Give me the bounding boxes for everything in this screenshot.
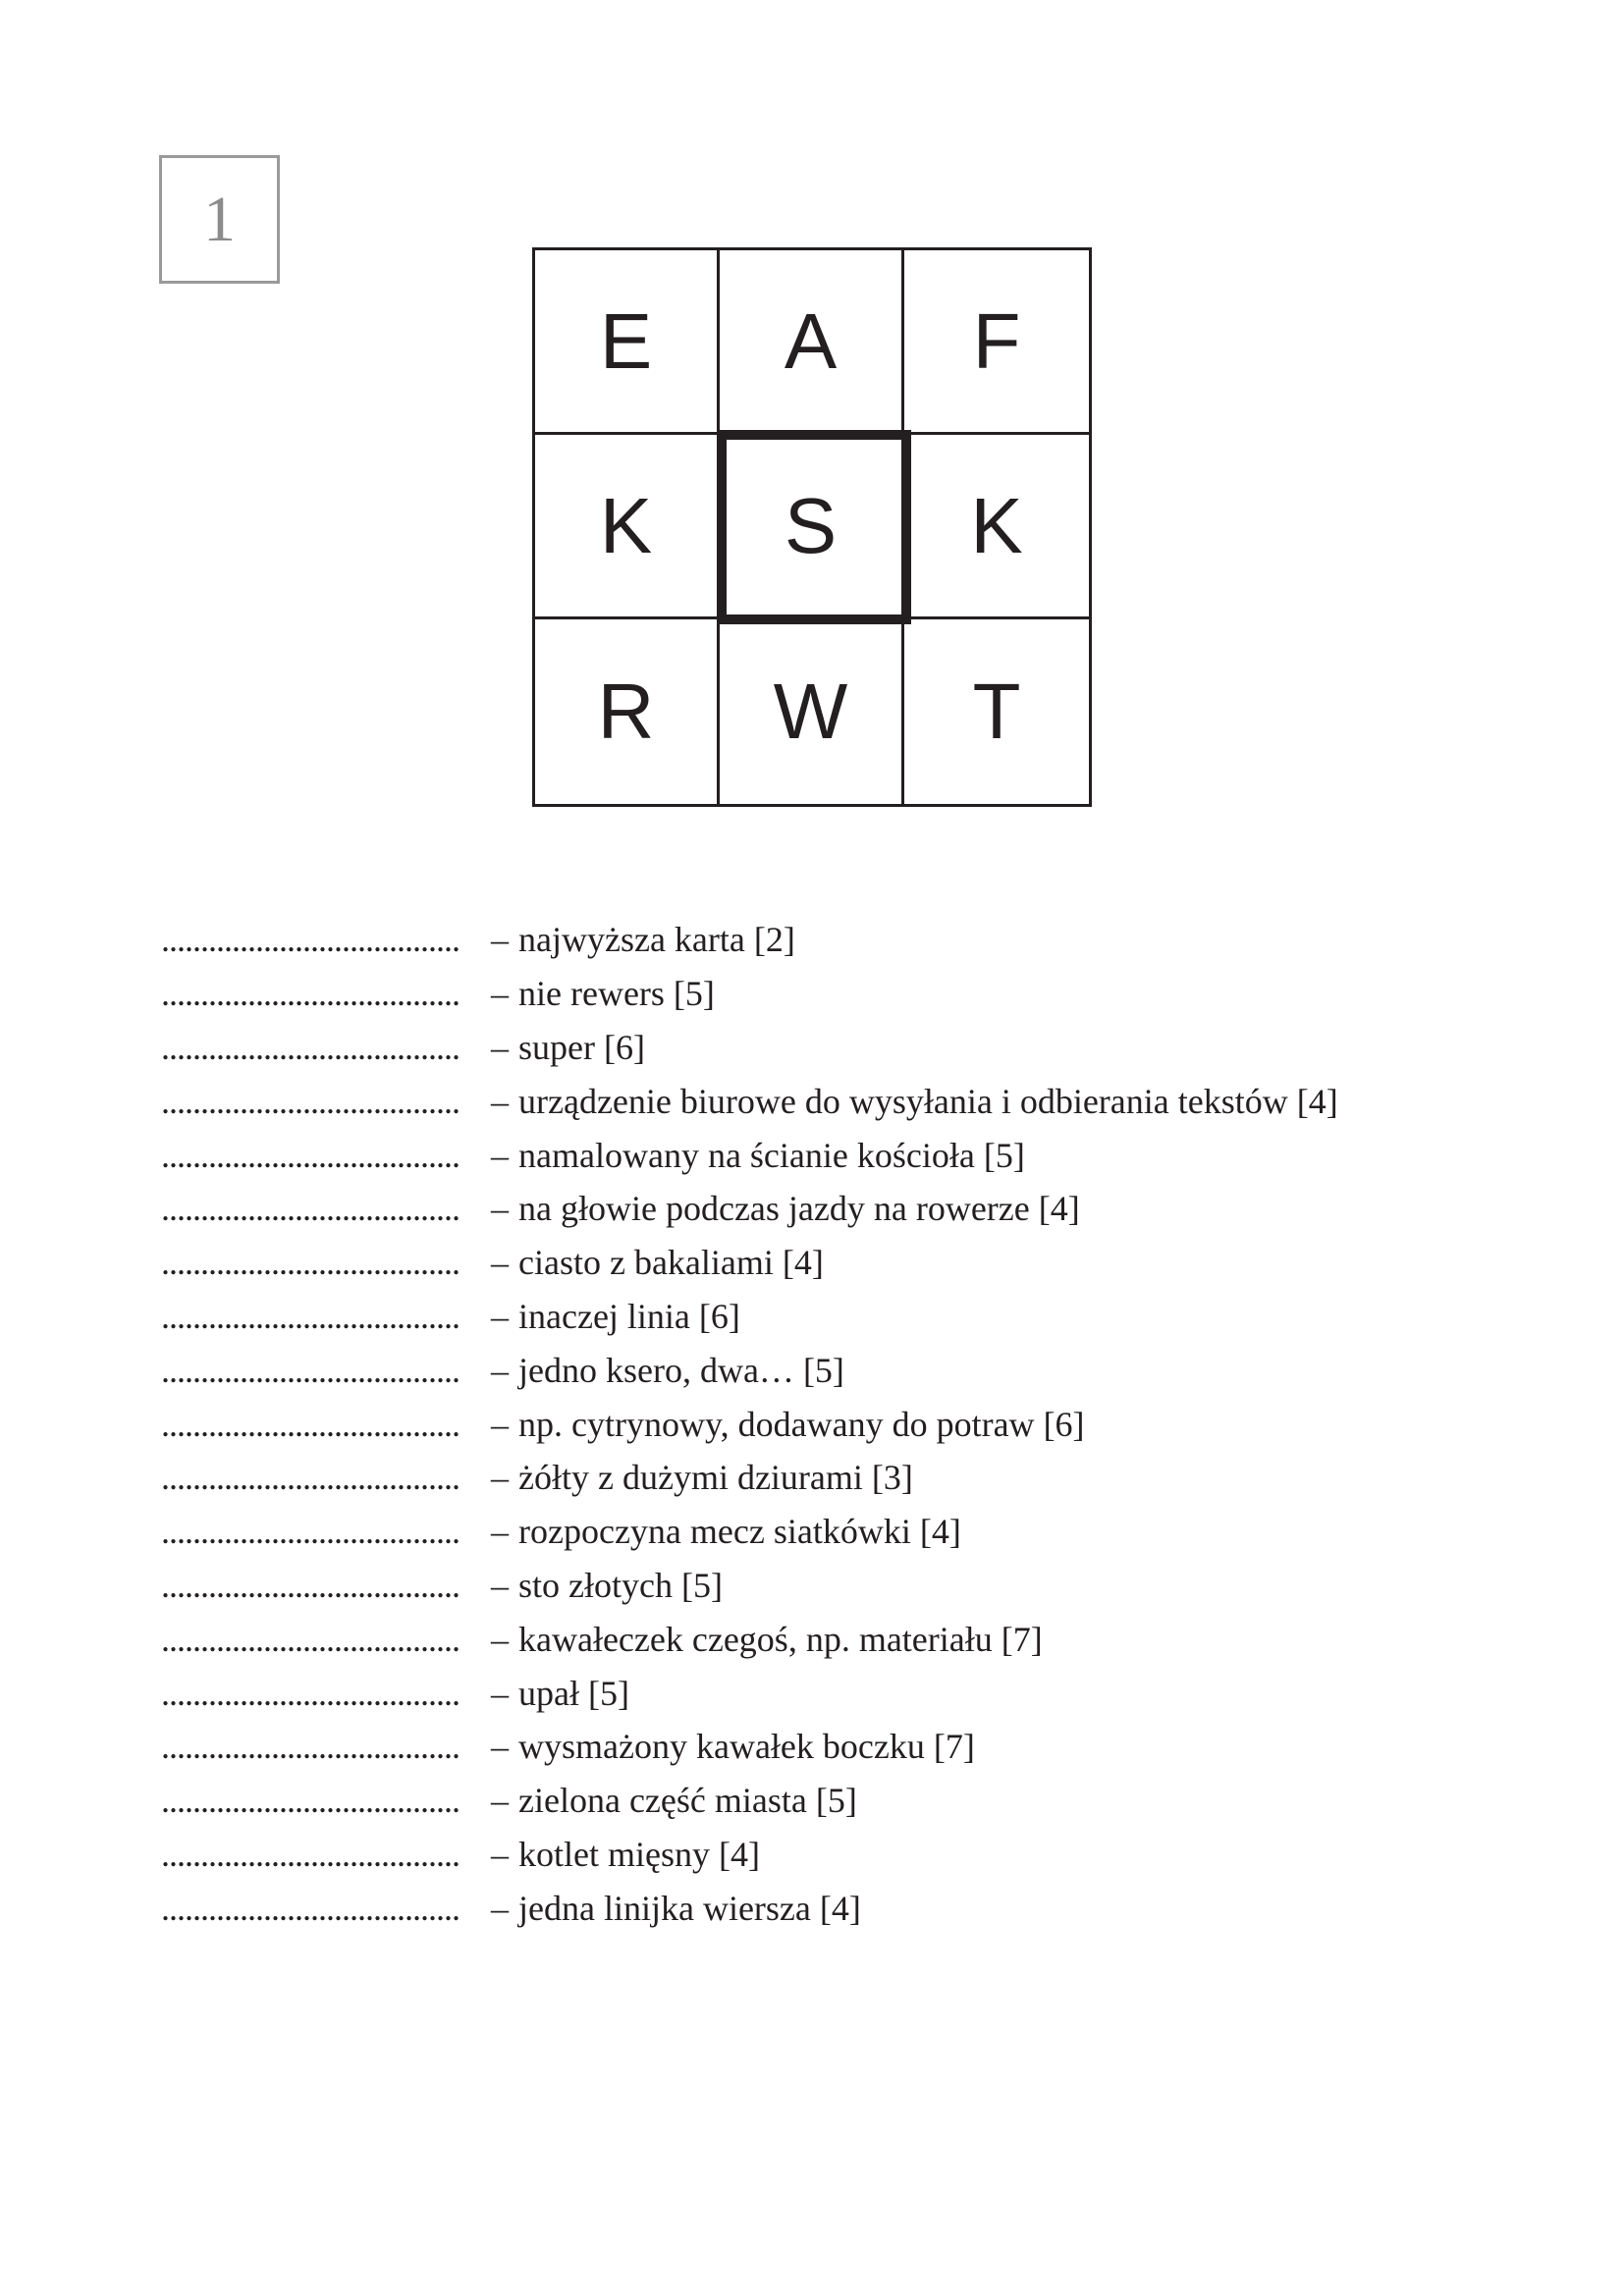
clue-text: np. cytrynowy, dodawany do potraw [518, 1404, 1035, 1444]
clue-item [161, 1397, 1536, 1451]
clue-length: [5] [802, 1350, 844, 1390]
clue-length: [4] [1296, 1081, 1338, 1121]
answer-blank[interactable]: ...................................... [161, 1135, 460, 1175]
clue-item [161, 1881, 1536, 1935]
answer-blank[interactable]: ...................................... [161, 1619, 460, 1659]
grid-cell: F [904, 250, 1089, 435]
clue-text: nie rewers [518, 974, 665, 1014]
clue-item [161, 1666, 1536, 1720]
answer-blank[interactable]: ...................................... [161, 974, 460, 1014]
clue-item [161, 1128, 1536, 1182]
answer-blank[interactable]: ...................................... [161, 1458, 460, 1498]
clue-length: [4] [718, 1834, 760, 1874]
answer-blank[interactable]: ...................................... [161, 1350, 460, 1390]
clue-text: urządzenie biurowe do wysyłania i odbierania tekstów [518, 1081, 1288, 1121]
clue-dash: – [491, 1565, 509, 1605]
clue-dash: – [491, 1834, 509, 1874]
clue-dash: – [491, 1727, 509, 1767]
clue-length: [4] [782, 1243, 824, 1283]
clue-dash: – [491, 1404, 509, 1444]
clue-dash: – [491, 1781, 509, 1821]
clue-length: [6] [1043, 1404, 1085, 1444]
clue-item [161, 1343, 1536, 1397]
answer-blank[interactable]: ...................................... [161, 1027, 460, 1067]
clue-item [161, 1559, 1536, 1613]
clue-text: kotlet mięsny [518, 1834, 710, 1874]
clue-item [161, 1021, 1536, 1075]
clue-text: super [518, 1027, 595, 1067]
answer-blank[interactable]: ...................................... [161, 1243, 460, 1283]
clue-dash: – [491, 1458, 509, 1498]
grid-cell: T [972, 667, 1021, 755]
puzzle-number: 1 [203, 183, 236, 255]
grid-cell: K [535, 435, 720, 619]
answer-blank[interactable]: ...................................... [161, 1565, 460, 1605]
clue-length: [4] [919, 1512, 961, 1552]
clue-length: [6] [698, 1296, 740, 1336]
answer-blank[interactable]: ...................................... [161, 1081, 460, 1121]
clue-dash: – [491, 1673, 509, 1713]
grid-cell: W [720, 619, 904, 804]
answer-blank[interactable]: ...................................... [161, 1727, 460, 1767]
answer-blank[interactable]: ...................................... [161, 1296, 460, 1336]
answer-blank[interactable]: ...................................... [161, 1512, 460, 1552]
clue-text: wysmażony kawałek boczku [518, 1727, 925, 1767]
clue-text: ciasto z bakaliami [518, 1243, 774, 1283]
clue-item [161, 1720, 1536, 1774]
answer-blank[interactable]: ...................................... [161, 1781, 460, 1821]
clue-item [161, 1074, 1536, 1128]
clue-text: najwyższa karta [518, 920, 745, 960]
clue-dash: – [491, 1296, 509, 1336]
clue-text: rozpoczyna mecz siatkówki [518, 1512, 911, 1552]
clue-list [161, 913, 1536, 1935]
clue-dash: – [491, 1888, 509, 1928]
letter-grid [532, 247, 1092, 807]
clue-item [161, 1451, 1536, 1505]
grid-cell: A [720, 250, 904, 435]
answer-blank[interactable]: ...................................... [161, 1404, 460, 1444]
answer-blank[interactable]: ...................................... [161, 1189, 460, 1229]
clue-length: [5] [587, 1673, 629, 1713]
answer-blank[interactable]: ...................................... [161, 1834, 460, 1874]
clue-length: [4] [1038, 1189, 1080, 1229]
clue-dash: – [491, 1512, 509, 1552]
puzzle-number-box [159, 155, 280, 284]
clue-item [161, 1505, 1536, 1559]
clue-text: namalowany na ścianie kościoła [518, 1135, 975, 1175]
clue-length: [4] [819, 1888, 861, 1928]
clue-dash: – [491, 1081, 509, 1121]
clue-item [161, 1236, 1536, 1290]
grid-cell: E [535, 250, 720, 435]
clue-dash: – [491, 1350, 509, 1390]
clue-dash: – [491, 1135, 509, 1175]
clue-dash: – [491, 1619, 509, 1659]
clue-text: sto złotych [518, 1565, 673, 1605]
answer-blank[interactable]: ...................................... [161, 1673, 460, 1713]
clue-length: [2] [753, 920, 795, 960]
clue-text: na głowie podczas jazdy na rowerze [518, 1189, 1030, 1229]
clue-text: inaczej linia [518, 1296, 690, 1336]
clue-item [161, 913, 1536, 967]
clue-length: [7] [1001, 1619, 1043, 1659]
clue-dash: – [491, 1027, 509, 1067]
clue-item [161, 1182, 1536, 1236]
grid-cell: K [904, 435, 1089, 619]
clue-length: [5] [983, 1135, 1025, 1175]
clue-length: [7] [933, 1727, 975, 1767]
clue-text: żółty z dużymi dziurami [518, 1458, 863, 1498]
clue-item [161, 967, 1536, 1021]
clue-text: jedno ksero, dwa… [518, 1350, 794, 1390]
grid-cell-center: S [720, 435, 904, 619]
clue-length: [5] [815, 1781, 857, 1821]
clue-dash: – [491, 1189, 509, 1229]
clue-length: [5] [673, 974, 715, 1014]
clue-text: kawałeczek czegoś, np. materiału [518, 1619, 993, 1659]
clue-dash: – [491, 920, 509, 960]
clue-text: upał [518, 1673, 579, 1713]
clue-dash: – [491, 1243, 509, 1283]
clue-length: [3] [871, 1458, 913, 1498]
clue-dash: – [491, 974, 509, 1014]
clue-text: zielona część miasta [518, 1781, 807, 1821]
answer-blank[interactable]: ...................................... [161, 1888, 460, 1928]
clue-length: [5] [680, 1565, 723, 1605]
clue-item [161, 1612, 1536, 1666]
grid-cell: R [535, 619, 720, 804]
clue-length: [6] [603, 1027, 645, 1067]
clue-item [161, 1290, 1536, 1344]
clue-text: jedna linijka wiersza [518, 1888, 811, 1928]
clue-item [161, 1774, 1536, 1828]
clue-item [161, 1828, 1536, 1882]
answer-blank[interactable]: ...................................... [161, 920, 460, 960]
